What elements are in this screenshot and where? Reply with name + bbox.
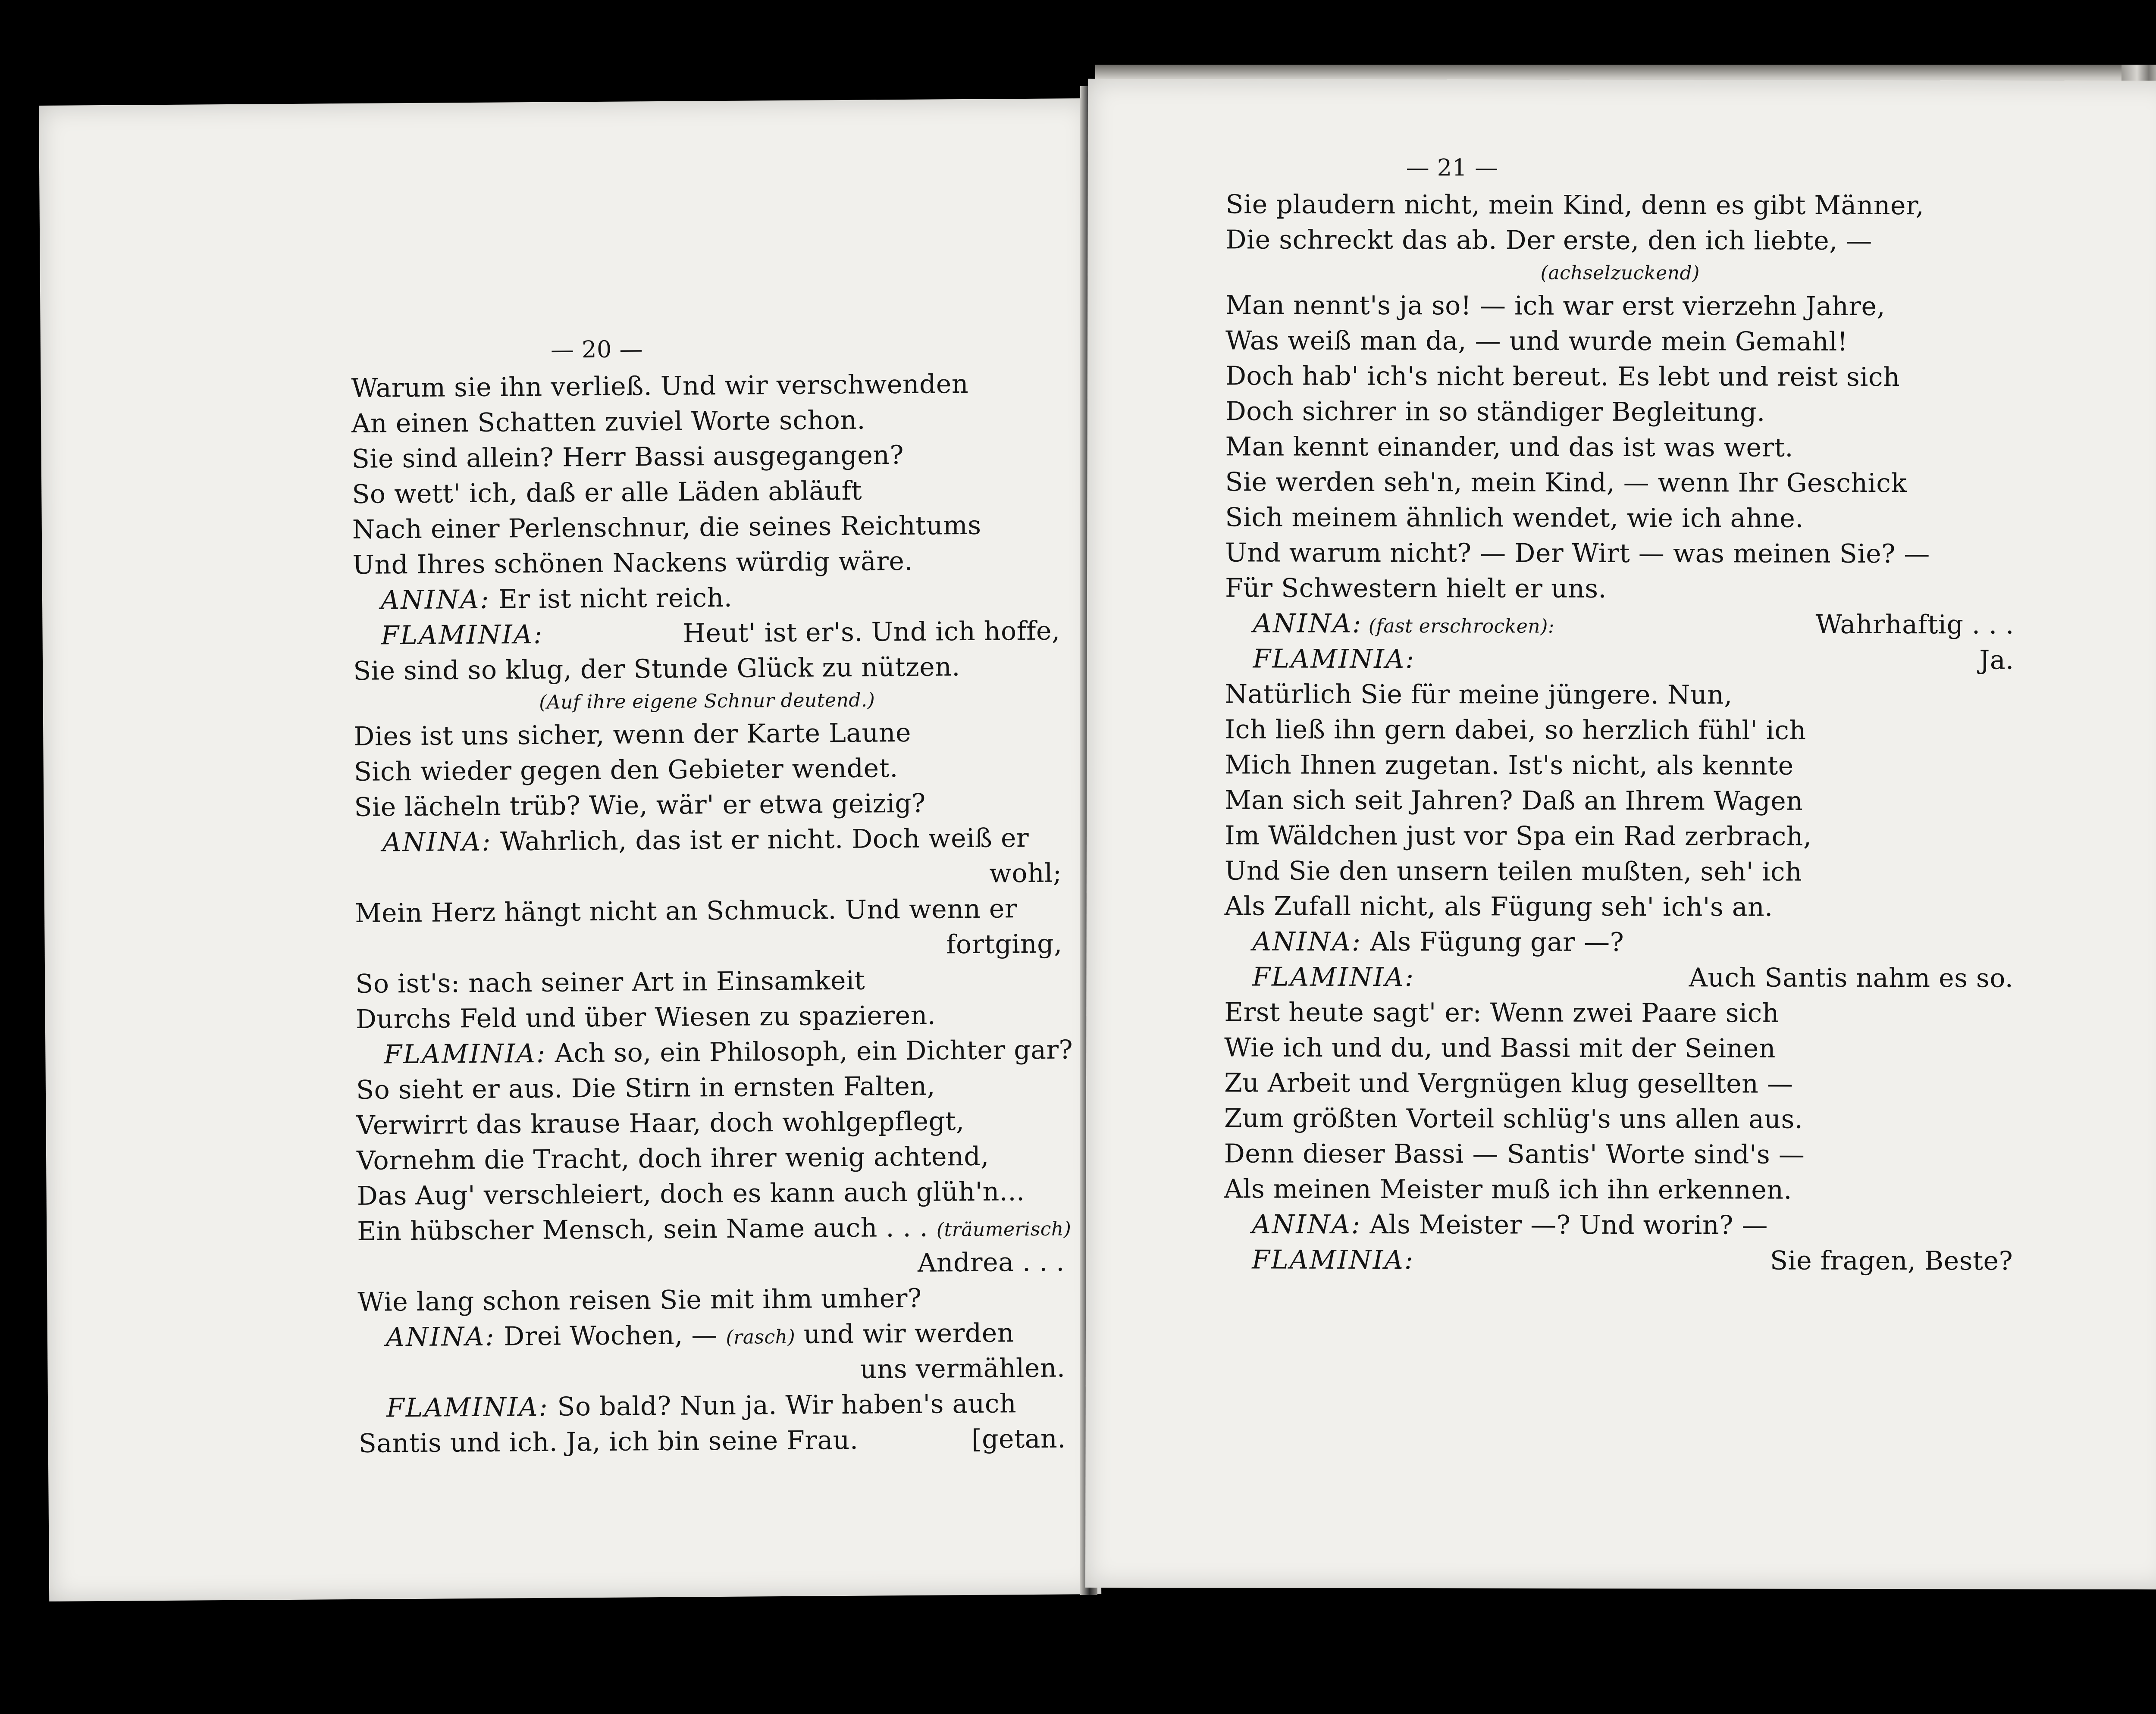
- speaker-name: FLAMINIA:: [386, 1392, 549, 1423]
- speaker-line: [1224, 959, 2013, 996]
- verse-line: An einen Schatten zuviel Worte schon.: [351, 405, 866, 439]
- speaker-line: [1224, 924, 2013, 960]
- stage-direction: (fast erschrocken):: [1362, 615, 1555, 638]
- speaker-line: [353, 613, 1060, 653]
- speech-text: Sie fragen, Beste?: [1770, 1245, 2013, 1276]
- speech-text: So bald? Nun ja. Wir haben's auch: [548, 1389, 1017, 1422]
- speaker-line: [354, 820, 1062, 860]
- verse-line: Dies ist uns sicher, wenn der Karte Laune: [353, 717, 912, 752]
- speaker-name: FLAMINIA:: [1253, 644, 1416, 675]
- left-page: [39, 98, 1101, 1601]
- verse-line: Das Aug' verschleiert, doch es kann auch glüh'n...: [357, 1176, 1025, 1211]
- speech-text: und wir werden: [795, 1318, 1015, 1350]
- speech-text: Wahrhaftig . . .: [1815, 609, 2014, 640]
- verse-line: Verwirrt das krause Haar, doch wohlgepflegt,: [356, 1106, 965, 1141]
- speaker-line: [356, 1032, 1073, 1072]
- speaker-name: ANINA:: [1252, 926, 1362, 957]
- verse-continuation: Andrea . . .: [917, 1247, 1065, 1278]
- verse-line: Und Sie den unsern teilen mußten, seh' ich: [1224, 856, 1802, 887]
- page-number-21: — 21 —: [1406, 154, 1498, 181]
- speech-text: Wahrlich, das ist er nicht. Doch weiß er: [492, 823, 1029, 857]
- right-page-lines: [1224, 187, 2015, 1279]
- verse-continuation: uns vermählen.: [860, 1353, 1065, 1385]
- verse-line: [358, 1421, 1066, 1461]
- speaker-line: [1225, 606, 2014, 642]
- verse-line: Vornehm die Tracht, doch ihrer wenig achtend,: [356, 1141, 989, 1176]
- speech-text: Ach so, ein Philosoph, ein Dichter gar?: [546, 1035, 1073, 1069]
- verse-line: Zum größten Vorteil schlüg's uns allen aus.: [1224, 1103, 1803, 1135]
- speech-text: Ja.: [1979, 645, 2014, 676]
- verse-line: So sieht er aus. Die Stirn in ernsten Falten,: [356, 1071, 936, 1105]
- verse-line: Und Ihres schönen Nackens würdig wäre.: [352, 546, 913, 580]
- verse-line: Nach einer Perlenschnur, die seines Reichtums: [352, 510, 981, 545]
- verse-line: Warum sie ihn verließ. Und wir verschwenden: [351, 369, 969, 403]
- speaker-line: [358, 1386, 1066, 1426]
- left-page-lines: [351, 366, 1073, 1461]
- verse-carryover: [getan.: [971, 1423, 1066, 1454]
- speech-text: Er ist nicht reich.: [490, 582, 733, 615]
- verse-line: Ich ließ ihn gern dabei, so herzlich fühl' ich: [1225, 714, 1806, 746]
- stage-direction: (rasch): [726, 1326, 796, 1348]
- verse-line: Sie sind so klug, der Stunde Glück zu nützen.: [353, 652, 961, 686]
- verse-line: Als Zufall nicht, als Fügung seh' ich's an.: [1224, 891, 1773, 923]
- verse-line: Für Schwestern hielt er uns.: [1225, 573, 1607, 604]
- speaker-name: FLAMINIA:: [1252, 962, 1415, 993]
- speech-text: Santis und ich. Ja, ich bin seine Frau.: [358, 1425, 859, 1459]
- verse-line: Und warum nicht? — Der Wirt — was meinen Sie? —: [1225, 538, 1930, 569]
- verse-line: Natürlich Sie für meine jüngere. Nun,: [1225, 679, 1733, 710]
- verse-line: Wie lang schon reisen Sie mit ihm umher?: [357, 1283, 922, 1317]
- speech-text: Drei Wochen, —: [495, 1320, 726, 1352]
- verse-line: Doch sichrer in so ständiger Begleitung.: [1225, 396, 1765, 428]
- verse-line: Sie lächeln trüb? Wie, wär' er etwa geizig?: [354, 788, 926, 823]
- verse-line: Denn dieser Bassi — Santis' Worte sind's —: [1224, 1138, 1805, 1170]
- verse-line: Man sich seit Jahren? Daß an Ihrem Wagen: [1225, 785, 1803, 816]
- verse-continuation: fortging,: [946, 929, 1062, 960]
- speaker-name: FLAMINIA:: [381, 619, 544, 651]
- verse-line: Die schreckt das ab. Der erste, den ich liebte, —: [1225, 225, 1872, 256]
- right-page: [1085, 79, 2156, 1589]
- speaker-line: [353, 578, 1060, 618]
- verse-line: Wie ich und du, und Bassi mit der Seinen: [1224, 1032, 1776, 1064]
- verse-line: Man nennt's ja so! — ich war erst vierzehn Jahre,: [1225, 290, 1886, 322]
- verse-continuation: wohl;: [989, 858, 1062, 889]
- stage-direction: (achselzuckend): [1540, 262, 1700, 285]
- speech-text: Als Fügung gar —?: [1362, 926, 1624, 957]
- verse-line: Sich meinem ähnlich wendet, wie ich ahne.: [1225, 502, 1804, 534]
- speech-text: Als Meister —? Und worin? —: [1361, 1209, 1768, 1241]
- speaker-name: ANINA:: [1252, 1209, 1362, 1240]
- verse-line: [357, 1209, 1072, 1249]
- verse-line: Als meinen Meister muß ich ihn erkennen.: [1224, 1174, 1792, 1205]
- speaker-name: ANINA:: [1253, 608, 1363, 639]
- speaker-name: FLAMINIA:: [384, 1038, 547, 1070]
- speaker-line: [358, 1315, 1065, 1355]
- verse-line: Erst heute sagt' er: Wenn zwei Paare sich: [1224, 997, 1779, 1029]
- verse-line: Sie plaudern nicht, mein Kind, denn es gibt Männer,: [1225, 189, 1924, 221]
- speech-text: Auch Santis nahm es so.: [1689, 963, 2014, 994]
- speaker-name: ANINA:: [382, 826, 492, 858]
- verse-line: Man kennt einander, und das ist was wert.: [1225, 432, 1793, 463]
- verse-line: Durchs Feld und über Wiesen zu spazieren.: [355, 1000, 936, 1035]
- speaker-line: [1224, 1242, 2013, 1279]
- left-page-text: [351, 332, 1073, 1461]
- page-number-20: — 20 —: [550, 335, 643, 363]
- speaker-name: ANINA:: [380, 584, 490, 616]
- right-page-text: [1224, 152, 2015, 1279]
- verse-line: Sie werden seh'n, mein Kind, — wenn Ihr Geschick: [1225, 467, 1907, 499]
- speech-text: Heut' ist er's. Und ich hoffe,: [683, 616, 1060, 649]
- verse-line: Mich Ihnen zugetan. Ist's nicht, als kennte: [1225, 750, 1794, 781]
- speech-text: Ein hübscher Mensch, sein Name auch . . .: [357, 1212, 937, 1247]
- speaker-name: ANINA:: [385, 1321, 495, 1353]
- verse-line: Mein Herz hängt nicht an Schmuck. Und wenn er: [354, 894, 1018, 929]
- stage-direction: (träumerisch): [936, 1218, 1072, 1241]
- verse-line: So ist's: nach seiner Art in Einsamkeit: [355, 965, 865, 999]
- speaker-line: [1224, 1207, 2013, 1243]
- verse-line: Zu Arbeit und Vergnügen klug gesellten —: [1224, 1068, 1793, 1099]
- stage-direction: (Auf ihre eigene Schnur deutend.): [539, 689, 875, 713]
- verse-line: Was weiß man da, — und wurde mein Gemahl!: [1225, 325, 1848, 357]
- verse-line: Sie sind allein? Herr Bassi ausgegangen?: [351, 440, 904, 474]
- speaker-name: FLAMINIA:: [1252, 1245, 1415, 1276]
- verse-line: Doch hab' ich's nicht bereut. Es lebt und reist sich: [1225, 361, 1900, 393]
- speaker-line: [1225, 641, 2014, 678]
- verse-line: Im Wäldchen just vor Spa ein Rad zerbrach,: [1224, 820, 1812, 852]
- verse-line: So wett' ich, daß er alle Läden abläuft: [352, 475, 862, 510]
- verse-line: Sich wieder gegen den Gebieter wendet.: [354, 753, 899, 787]
